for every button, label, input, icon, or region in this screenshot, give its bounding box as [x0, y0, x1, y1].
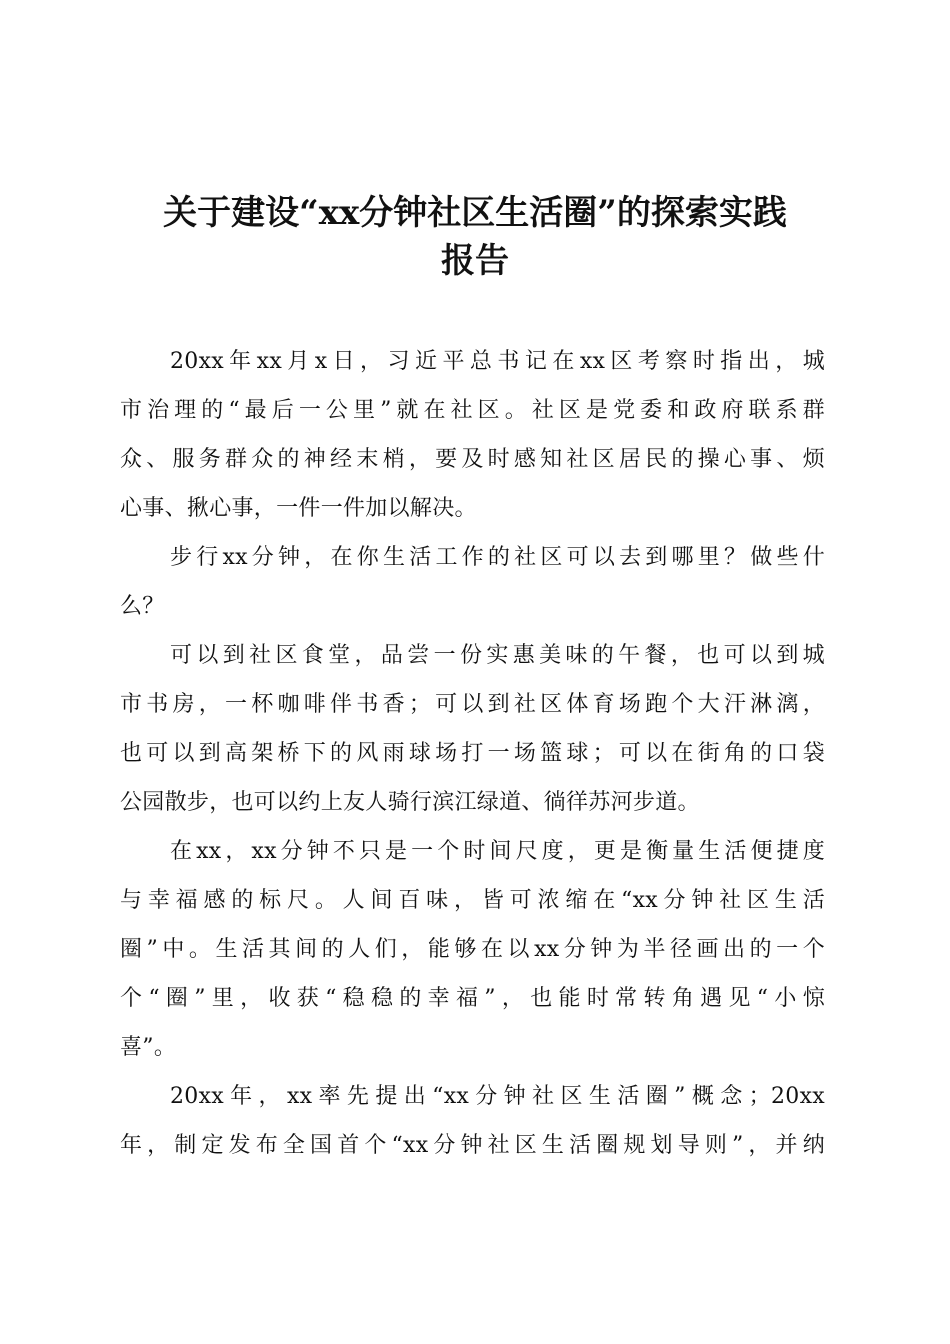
paragraph-4-line-4: 个“圈”里，收获“稳稳的幸福”，也能时常转角遇见“小惊 [120, 986, 825, 1011]
paragraph-3-line-2: 市书房，一杯咖啡伴书香；可以到社区体育场跑个大汗淋漓， [120, 692, 825, 717]
paragraph-1-line-1: 20xx年xx月x日，习近平总书记在xx区考察时指出，城 [170, 349, 825, 374]
document-title-continued [100, 237, 850, 285]
paragraph-1-line-3: 众、服务群众的神经末梢，要及时感知社区居民的操心事、烦 [120, 447, 825, 472]
paragraph-5-line-2: 年，制定发布全国首个“xx分钟社区生活圈规划导则”，并纳 [120, 1133, 825, 1158]
paragraph-2-line-2: 么？ [120, 594, 165, 619]
document-title [100, 189, 850, 237]
paragraph-4-line-3: 圈”中。生活其间的人们，能够在以xx分钟为半径画出的一个 [120, 937, 825, 962]
paragraph-3-line-3: 也可以到高架桥下的风雨球场打一场篮球；可以在街角的口袋 [120, 741, 825, 766]
paragraph-1-line-2: 市治理的“最后一公里”就在社区。社区是党委和政府联系群 [120, 398, 825, 423]
paragraph-3-line-1: 可以到社区食堂，品尝一份实惠美味的午餐，也可以到城 [170, 643, 825, 668]
paragraph-2-line-1: 步行xx分钟，在你生活工作的社区可以去到哪里？做些什 [170, 545, 825, 570]
paragraph-4-line-2: 与幸福感的标尺。人间百味，皆可浓缩在“xx分钟社区生活 [120, 888, 825, 913]
paragraph-4-line-1: 在xx，xx分钟不只是一个时间尺度，更是衡量生活便捷度 [170, 839, 825, 864]
paragraph-3-line-4: 公园散步，也可以约上友人骑行滨江绿道、徜徉苏河步道。 [120, 790, 700, 815]
title-line-1: 关于建设“xx分钟社区生活圈”的探索实践 [163, 193, 787, 233]
paragraph-4-line-5: 喜”。 [120, 1035, 177, 1060]
paragraph-5-line-1: 20xx年，xx率先提出“xx分钟社区生活圈”概念；20xx [170, 1084, 825, 1109]
title-line-2: 报告 [441, 241, 509, 281]
paragraph-1-line-4: 心事、揪心事，一件一件加以解决。 [120, 496, 477, 521]
